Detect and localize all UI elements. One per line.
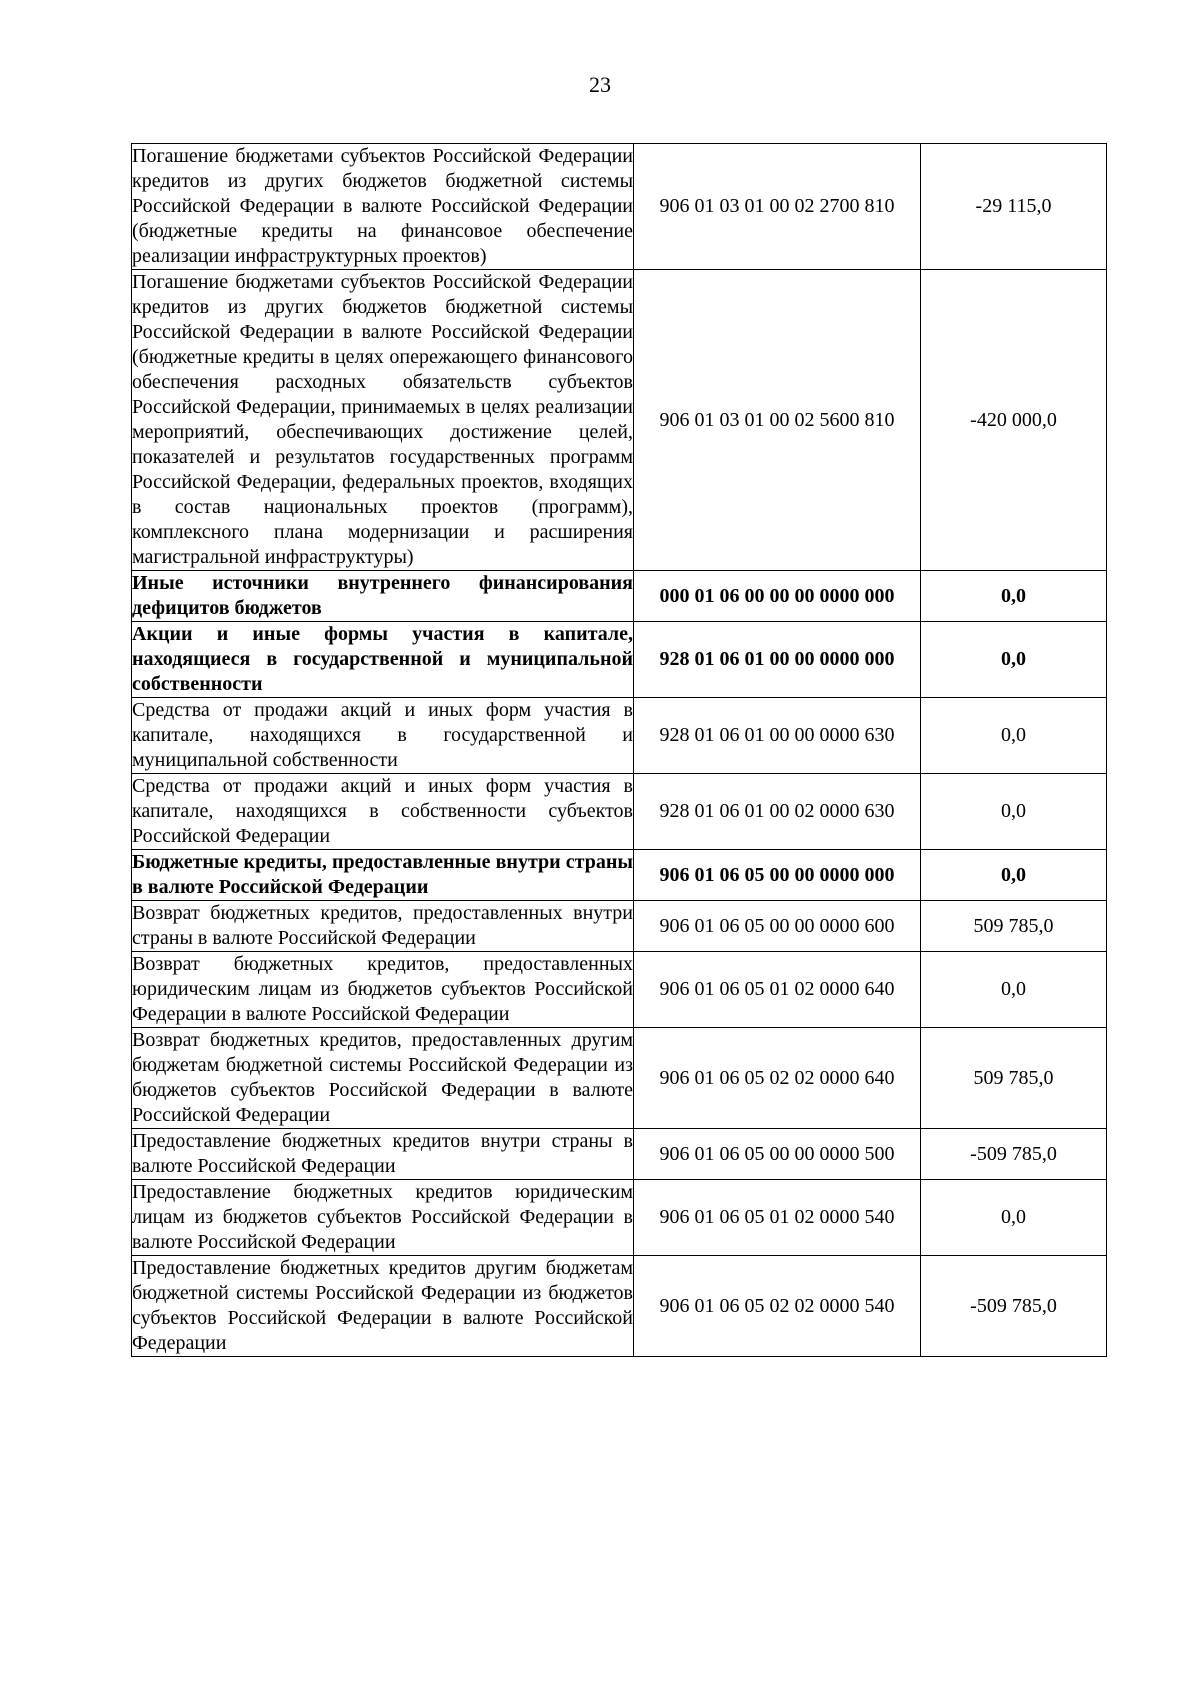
row-name-cell: Предоставление бюджетных кредитов другим бюджетам бюджетной системы Российской Федерации из бюджетов субъектов Российской Федерации в валюте Российской Федерации (132, 1256, 634, 1357)
row-amount-cell: 0,0 (921, 622, 1107, 698)
row-amount-cell: 509 785,0 (921, 901, 1107, 952)
budget-sources-table (131, 143, 1107, 1357)
row-name-cell: Средства от продажи акций и иных форм участия в капитале, находящихся в собственности субъектов Российской Федерации (132, 774, 634, 850)
row-name-cell: Бюджетные кредиты, предоставленные внутри страны в валюте Российской Федерации (132, 850, 634, 901)
row-code-cell: 928 01 06 01 00 02 0000 630 (634, 774, 921, 850)
row-amount-cell: -420 000,0 (921, 270, 1107, 571)
row-code-cell: 928 01 06 01 00 00 0000 630 (634, 698, 921, 774)
row-name-cell: Иные источники внутреннего финансирования дефицитов бюджетов (132, 571, 634, 622)
row-name-cell: Возврат бюджетных кредитов, предоставленных другим бюджетам бюджетной системы Российской Федерации из бюджетов субъектов Российской Федерации в валюте Российской Федерации (132, 1028, 634, 1129)
row-amount-cell: 0,0 (921, 571, 1107, 622)
page-number: 23 (589, 72, 611, 97)
row-amount-cell: -29 115,0 (921, 144, 1107, 270)
table-row (132, 1180, 1107, 1256)
row-name-cell: Погашение бюджетами субъектов Российской Федерации кредитов из других бюджетов бюджетной системы Российской Федерации в валюте Российской Федерации (бюджетные кредиты в целях опережающего финансового обеспечения расходных обязательств субъектов Российской Федерации, принимаемых в целях реализации мероприятий, обеспечивающих достижение целей, показателей и результатов государственных программ Российской Федерации, федеральных проектов, входящих в состав национальных проектов (программ), комплексного плана модернизации и расширения магистральной инфраструктуры) (132, 270, 634, 571)
row-code-cell: 906 01 06 05 00 00 0000 600 (634, 901, 921, 952)
row-amount-cell: 0,0 (921, 698, 1107, 774)
table-row (132, 1129, 1107, 1180)
row-code-cell: 906 01 06 05 01 02 0000 640 (634, 952, 921, 1028)
row-code-cell: 906 01 06 05 01 02 0000 540 (634, 1180, 921, 1256)
row-amount-cell: 0,0 (921, 1180, 1107, 1256)
row-name-cell: Возврат бюджетных кредитов, предоставленных юридическим лицам из бюджетов субъектов Российской Федерации в валюте Российской Федерации (132, 952, 634, 1028)
table-row (132, 698, 1107, 774)
row-name-cell: Предоставление бюджетных кредитов юридическим лицам из бюджетов субъектов Российской Федерации в валюте Российской Федерации (132, 1180, 634, 1256)
table-row (132, 1028, 1107, 1129)
row-name-cell: Погашение бюджетами субъектов Российской Федерации кредитов из других бюджетов бюджетной системы Российской Федерации в валюте Российской Федерации (бюджетные кредиты на финансовое обеспечение реализации инфраструктурных проектов) (132, 144, 634, 270)
row-name-cell: Акции и иные формы участия в капитале, находящиеся в государственной и муниципальной собственности (132, 622, 634, 698)
row-amount-cell: 0,0 (921, 774, 1107, 850)
row-code-cell: 928 01 06 01 00 00 0000 000 (634, 622, 921, 698)
table-row (132, 144, 1107, 270)
table-row (132, 571, 1107, 622)
row-name-cell: Возврат бюджетных кредитов, предоставленных внутри страны в валюте Российской Федерации (132, 901, 634, 952)
row-code-cell: 906 01 06 05 00 00 0000 000 (634, 850, 921, 901)
table-body (132, 144, 1107, 1357)
row-code-cell: 906 01 06 05 00 00 0000 500 (634, 1129, 921, 1180)
table-row (132, 850, 1107, 901)
row-amount-cell: 0,0 (921, 850, 1107, 901)
row-amount-cell: -509 785,0 (921, 1129, 1107, 1180)
table-row (132, 270, 1107, 571)
table-row (132, 774, 1107, 850)
row-code-cell: 000 01 06 00 00 00 0000 000 (634, 571, 921, 622)
row-amount-cell: 509 785,0 (921, 1028, 1107, 1129)
row-name-cell: Средства от продажи акций и иных форм участия в капитале, находящихся в государственной и муниципальной собственности (132, 698, 634, 774)
table-row (132, 622, 1107, 698)
row-code-cell: 906 01 06 05 02 02 0000 640 (634, 1028, 921, 1129)
row-amount-cell: -509 785,0 (921, 1256, 1107, 1357)
table-row (132, 1256, 1107, 1357)
row-code-cell: 906 01 06 05 02 02 0000 540 (634, 1256, 921, 1357)
row-code-cell: 906 01 03 01 00 02 5600 810 (634, 270, 921, 571)
table-row (132, 952, 1107, 1028)
table-row (132, 901, 1107, 952)
row-code-cell: 906 01 03 01 00 02 2700 810 (634, 144, 921, 270)
row-amount-cell: 0,0 (921, 952, 1107, 1028)
row-name-cell: Предоставление бюджетных кредитов внутри страны в валюте Российской Федерации (132, 1129, 634, 1180)
